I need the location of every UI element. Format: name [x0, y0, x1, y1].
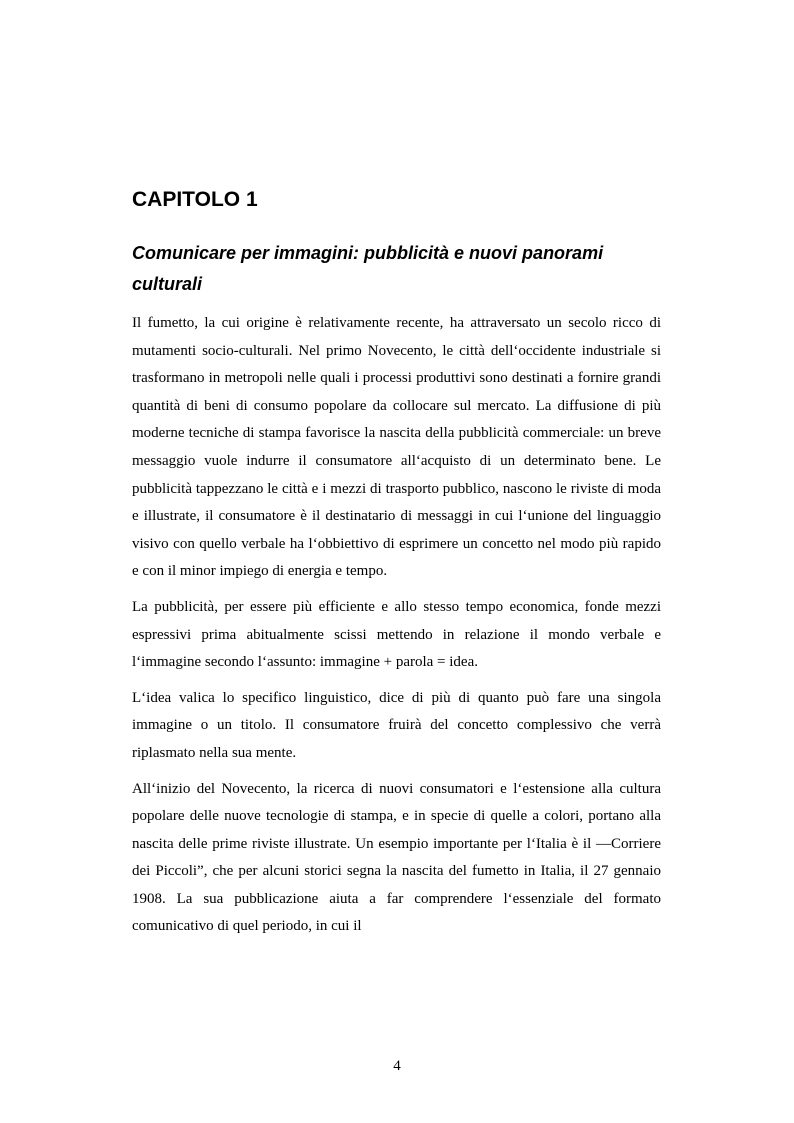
chapter-title: CAPITOLO 1 — [132, 188, 258, 211]
paragraph: All‘inizio del Novecento, la ricerca di nuovi consumatori e l‘estensione alla cultura popolare delle nuove tecnologie di stampa, e in specie di quelle a colori, portano alla nascita delle prime riviste illustrate. Un esempio importante per l‘Italia è il ―Corriere dei Piccoli”, che per alcuni storici segna la nascita del fumetto in Italia, il 27 gennaio 1908. La sua pubblicazione aiuta a far comprendere l‘essenziale del formato comunicativo di quel periodo, in cui il — [132, 780, 661, 935]
paragraph: L‘idea valica lo specifico linguistico, dice di più di quanto può fare una singola immagine o un titolo. Il consumatore fruirà del concetto complessivo che verrà riplasmato nella sua mente. — [132, 689, 661, 761]
paragraph: Il fumetto, la cui origine è relativamente recente, ha attraversato un secolo ricco di mutamenti socio-culturali. Nel primo Novecento, le città dell‘occidente industriale si trasformano in metropoli nelle quali i processi produttivi sono destinati a fornire grandi quantità di beni di consumo popolare da collocare sul mercato. La diffusione di più moderne tecniche di stampa favorisce la nascita della pubblicità commerciale: un breve messaggio vuole indurre il consumatore all‘acquisto di un determinato bene. Le pubblicità tappezzano le città e i mezzi di trasporto pubblico, nascono le riviste di moda e illustrate, il consumatore è il destinatario di messaggi in cui l‘unione del linguaggio visivo con quello verbale ha l‘obbiettivo di esprimere un concetto nel modo più rapido e con il minor impiego di energia e tempo. — [132, 315, 661, 580]
paragraph: La pubblicità, per essere più efficiente e allo stesso tempo economica, fonde mezzi espressivi prima abitualmente scissi mettendo in relazione il mondo verbale e l‘immagine secondo l‘assunto: immagine + parola = idea. — [132, 598, 661, 671]
section-title: Comunicare per immagini: pubblicità e nuovi panorami culturali — [132, 243, 604, 294]
body-text — [132, 310, 661, 949]
page-number: 4 — [393, 1058, 401, 1074]
